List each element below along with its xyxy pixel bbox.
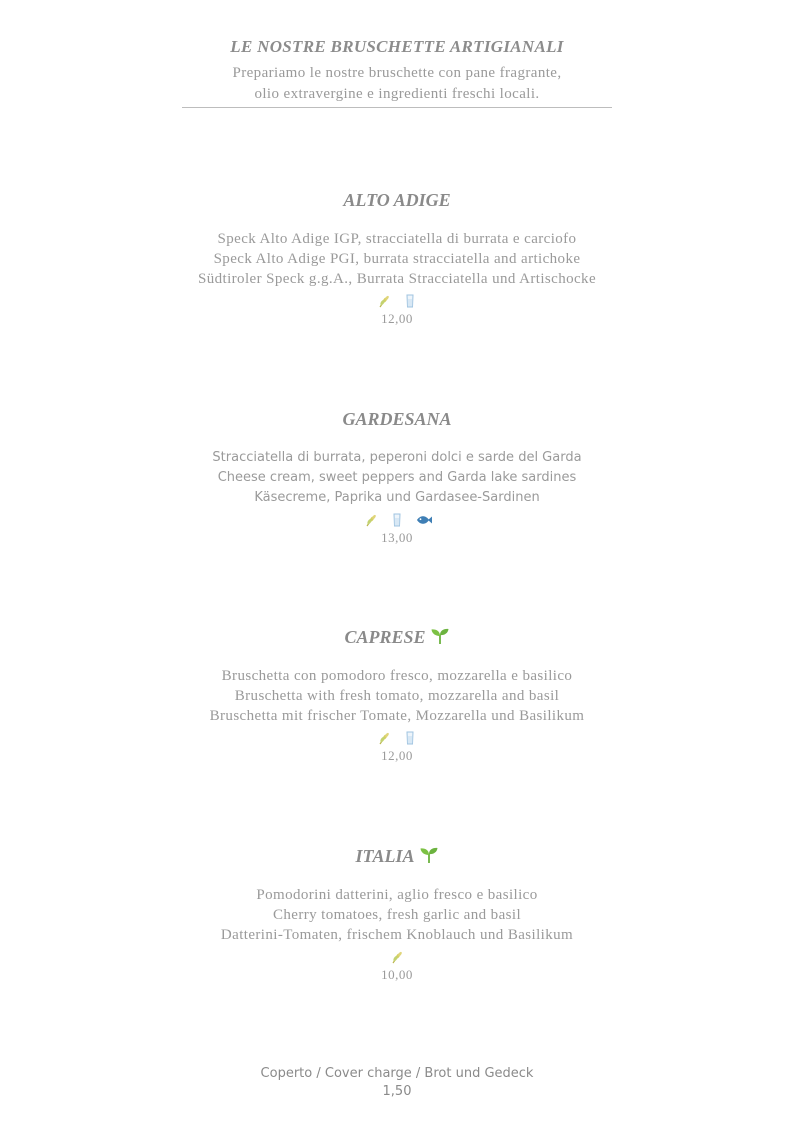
vegetarian-sprout-icon [419,846,439,869]
description-italian: Stracciatella di burrata, peperoni dolci e sarde del Garda [212,450,582,465]
dish-italia [0,845,794,985]
dish-price: 12,00 [381,748,413,763]
dish-description [0,229,794,289]
cover-charge-label: Coperto / Cover charge / Brot und Gedeck [260,1066,534,1081]
description-german: Südtiroler Speck g.g.A., Burrata Stracciatella und Artischocke [197,271,597,287]
allergen-icons [0,510,794,528]
wheat-icon [376,730,392,744]
cover-charge [0,1065,794,1101]
fish-icon [415,512,431,526]
vegetarian-sprout-icon [430,627,450,650]
milk-icon [402,293,418,307]
description-english: Cheese cream, sweet peppers and Garda lake sardines [217,470,577,485]
dish-name-text: ALTO ADIGE [343,190,451,210]
section-intro [0,63,794,105]
dish-name-text: ITALIA [355,846,415,866]
menu-header [0,36,794,105]
dish-name [0,408,794,430]
description-german: Bruschetta mit frischer Tomate, Mozzarella und Basilikum [209,708,585,724]
dish-name [0,845,794,867]
allergen-icons [0,291,794,309]
intro-line-2: olio extravergine e ingredienti freschi locali. [254,86,540,102]
dish-alto-adige [0,189,794,329]
dish-caprese [0,626,794,766]
intro-line-1: Prepariamo le nostre bruschette con pane fragrante, [232,65,562,81]
allergen-icons [0,947,794,965]
dish-price: 13,00 [381,530,413,545]
description-italian: Bruschetta con pomodoro fresco, mozzarella e basilico [221,668,573,684]
section-title: LE NOSTRE BRUSCHETTE ARTIGIANALI [230,37,564,56]
description-german: Datterini-Tomaten, frischem Knoblauch und Basilikum [220,927,574,943]
dish-name [0,626,794,648]
wheat-icon [376,293,392,307]
allergen-icons [0,728,794,746]
dish-name [0,189,794,211]
dish-description [0,666,794,726]
description-english: Bruschetta with fresh tomato, mozzarella and basil [234,688,560,704]
dish-price: 12,00 [381,311,413,326]
milk-icon [402,730,418,744]
header-divider [182,107,612,108]
description-english: Speck Alto Adige PGI, burrata stracciatella and artichoke [213,251,581,267]
wheat-icon [363,512,379,526]
dish-description [0,885,794,945]
dish-description [0,448,794,508]
dish-name-text: GARDESANA [342,409,452,429]
description-german: Käsecreme, Paprika und Gardasee-Sardinen [254,490,540,505]
dish-name-text: CAPRESE [344,627,426,647]
dish-gardesana [0,408,794,548]
description-italian: Speck Alto Adige IGP, stracciatella di burrata e carciofo [217,231,577,247]
description-english: Cherry tomatoes, fresh garlic and basil [272,907,522,923]
description-italian: Pomodorini datterini, aglio fresco e basilico [256,887,538,903]
dish-price: 10,00 [381,967,413,982]
cover-charge-price: 1,50 [382,1084,412,1099]
wheat-icon [389,949,405,963]
milk-icon [389,512,405,526]
